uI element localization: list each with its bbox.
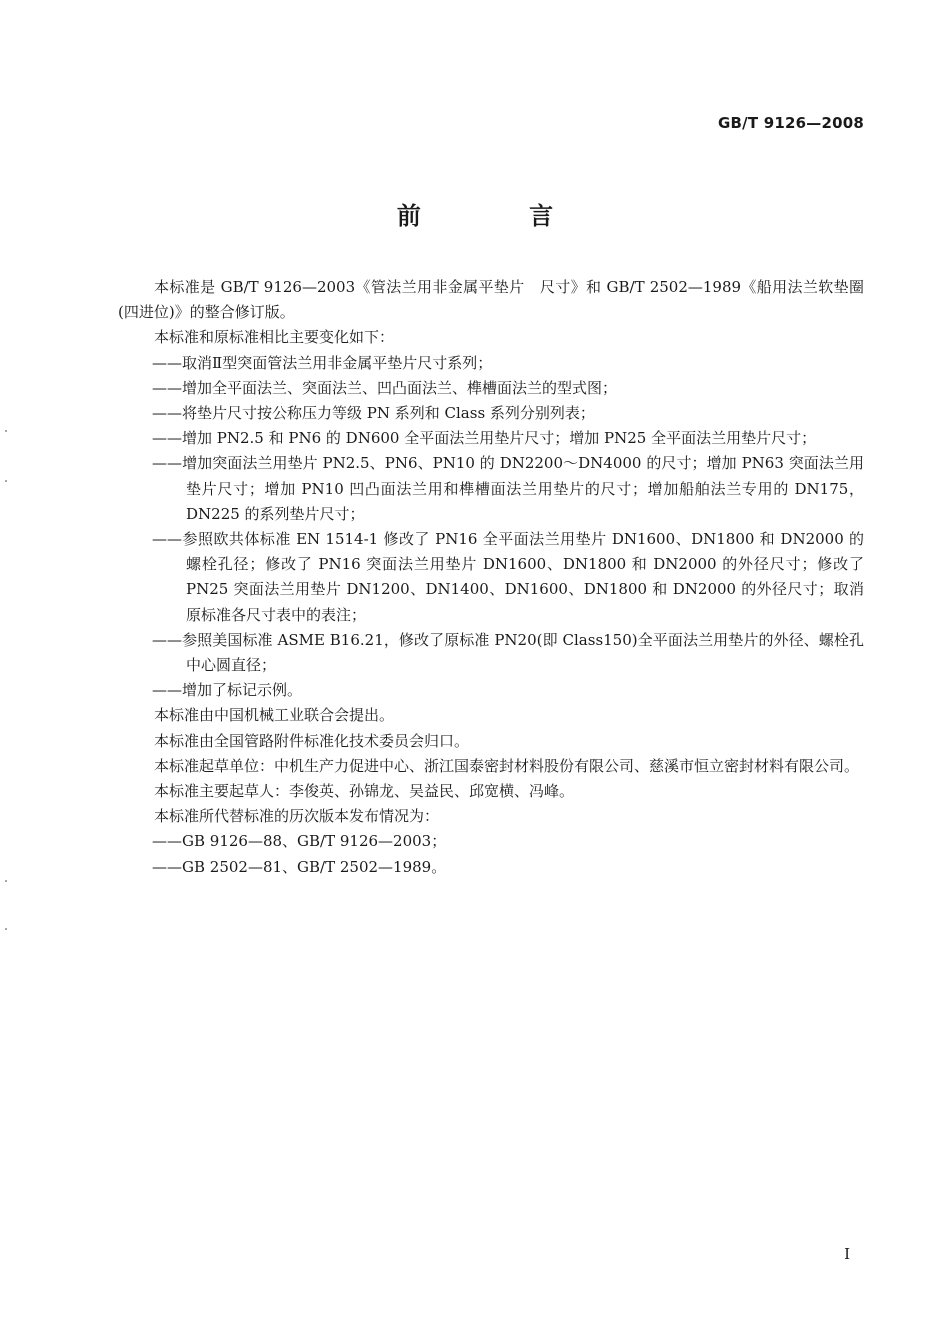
history-item: ——GB 2502—81、GB/T 2502—1989。: [152, 857, 447, 876]
paragraph: 本标准主要起草人：李俊英、孙锦龙、吴益民、邱宽横、冯峰。: [154, 782, 575, 801]
change-item: ——将垫片尺寸按公称压力等级 PN 系列和 Class 系列分别列表；: [152, 404, 595, 423]
change-item: ——取消Ⅱ型突面管法兰用非金属平垫片尺寸系列；: [152, 353, 493, 372]
change-item: ——增加全平面法兰、突面法兰、凹凸面法兰、榫槽面法兰的型式图；: [152, 378, 618, 397]
paragraph: 本标准起草单位：中机生产力促进中心、浙江国泰密封材料股份有限公司、慈溪市恒立密封材料有限公司。: [154, 756, 860, 775]
history-item: ——GB 9126—88、GB/T 9126—2003；: [152, 832, 447, 851]
change-item: ——增加了标记示例。: [152, 681, 303, 700]
scan-speck: [5, 928, 7, 930]
change-item: ——增加突面法兰用垫片 PN2.5、PN6、PN10 的 DN2200～DN4000 的尺寸；增加 PN63 突面法兰用垫片尺寸；增加 PN10 凹凸面法兰用和榫槽面法兰用垫片的尺寸；增加船舶法兰专用的 DN175，DN225 的系列垫片尺寸；: [152, 454, 864, 523]
change-item: ——参照欧共体标准 EN 1514-1 修改了 PN16 全平面法兰用垫片 DN1600、DN1800 和 DN2000 的螺栓孔径；修改了 PN16 突面法兰用垫片 DN1600、DN1800 和 DN2000 的外径尺寸；修改了 PN25 突面法兰用垫片 DN1200、DN1400、DN1600、DN1800 和 DN2000 的外径尺寸；取消原标准各尺寸表中的表注；: [152, 530, 864, 624]
page-title: 前 言: [396, 202, 604, 230]
paragraph: 本标准由中国机械工业联合会提出。: [154, 706, 395, 725]
paragraph: 本标准所代替标准的历次版本发布情况为：: [154, 807, 440, 826]
change-item: ——参照美国标准 ASME B16.21，修改了原标准 PN20(即 Class150)全平面法兰用垫片的外径、螺栓孔中心圆直径；: [152, 630, 864, 675]
page-number: I: [844, 1245, 850, 1263]
scan-speck: [5, 480, 7, 482]
standard-number: GB/T 9126—2008: [718, 114, 864, 132]
paragraph: 本标准和原标准相比主要变化如下：: [154, 328, 395, 347]
scan-speck: [5, 880, 7, 882]
paragraph: 本标准由全国管路附件标准化技术委员会归口。: [154, 731, 470, 750]
paragraph: 本标准是 GB/T 9126—2003《管法兰用非金属平垫片 尺寸》和 GB/T 2502—1989《船用法兰软垫圈(四进位)》的整合修订版。: [118, 278, 864, 322]
foreword-body: [118, 275, 864, 880]
change-item: ——增加 PN2.5 和 PN6 的 DN600 全平面法兰用垫片尺寸；增加 PN25 全平面法兰用垫片尺寸；: [152, 429, 817, 448]
scan-speck: [5, 430, 7, 432]
